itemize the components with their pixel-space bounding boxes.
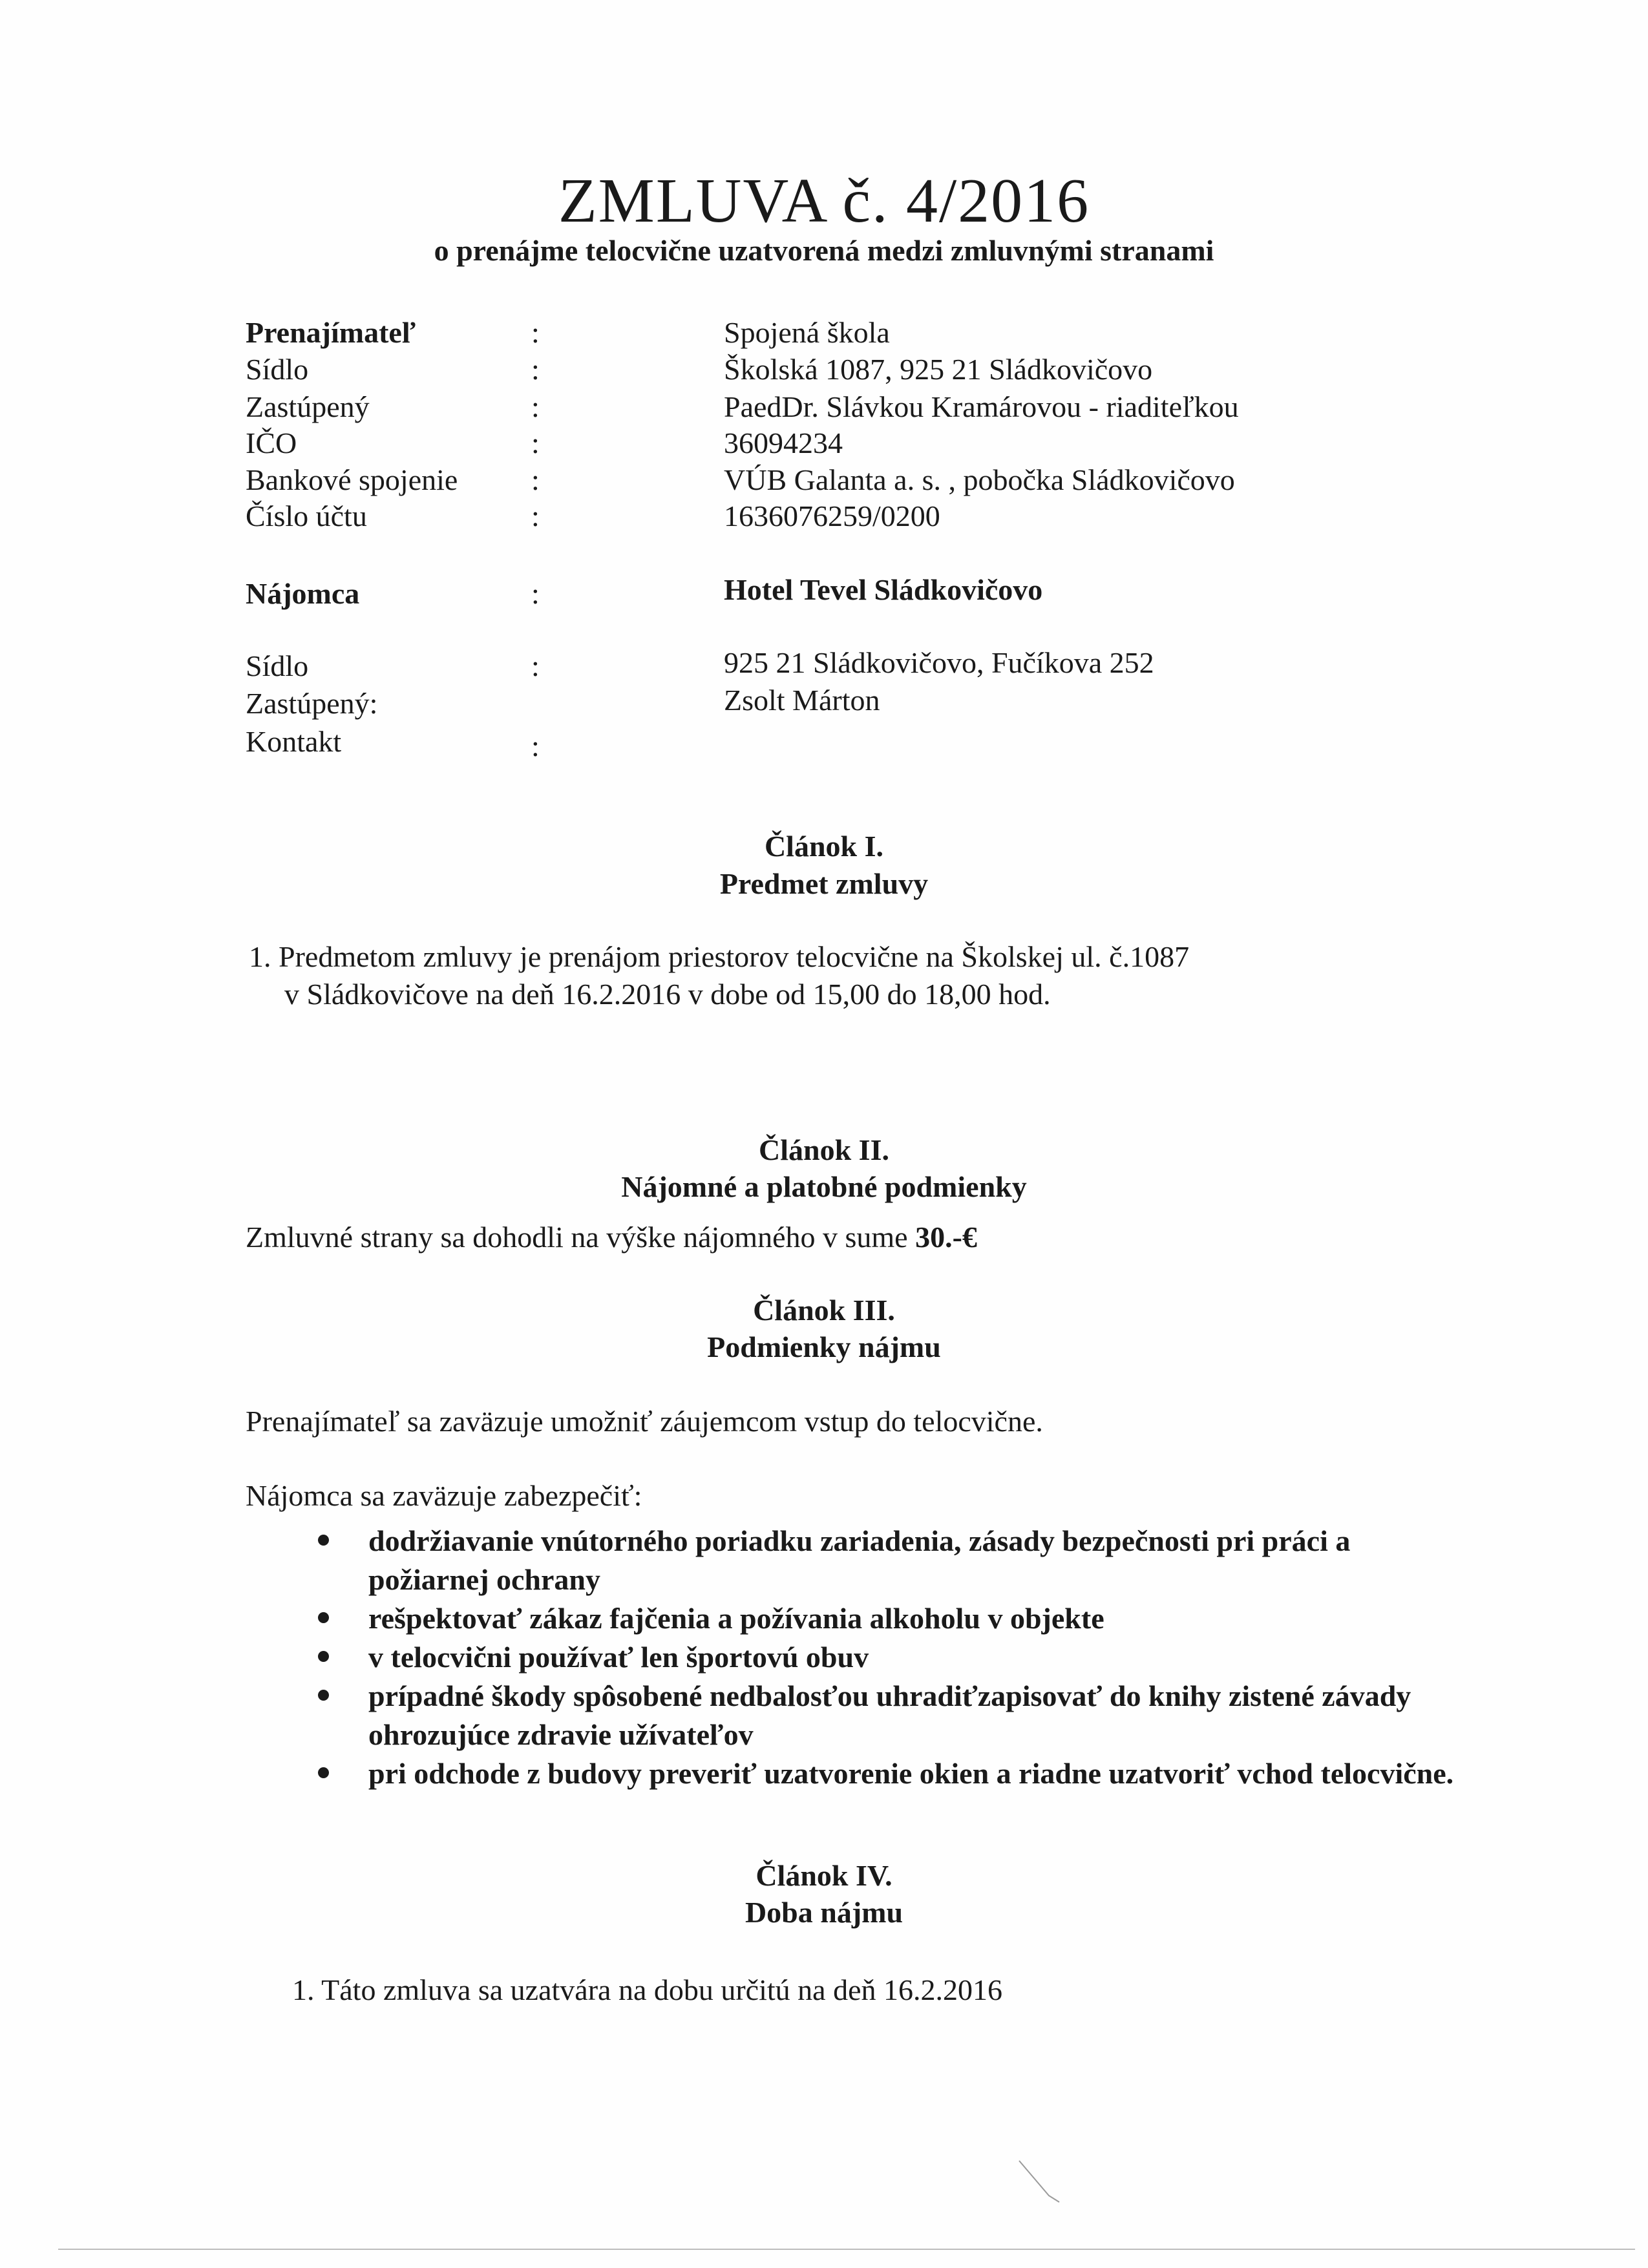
article-3-number: Článok III.	[753, 1294, 895, 1327]
bullet-icon	[318, 1651, 329, 1662]
bullet-icon	[318, 1535, 329, 1546]
list-item	[304, 1638, 1454, 1677]
tenant-seat-value: 925 21 Sládkovičovo, Fučíkova 252	[724, 646, 1154, 679]
article-3-text-tenant: Nájomca sa zaväzuje zabezpečiť:	[246, 1479, 642, 1512]
tenant-contact-colon: :	[531, 730, 540, 762]
tenant-representative-value: Zsolt Márton	[724, 684, 880, 717]
article-3-text-landlord: Prenajímateľ sa zaväzuje umožniť záujemcom vstup do telocvične.	[246, 1405, 1043, 1438]
tenant-label: Nájomca	[246, 577, 360, 610]
article-2-heading: Nájomné a platobné podmienky	[621, 1170, 1027, 1203]
article-1-text-line2: v Sládkovičove na deň 16.2.2016 v dobe od 15,00 do 18,00 hod.	[284, 978, 1051, 1011]
document-subtitle: o prenájme telocvične uzatvorená medzi zmluvnými stranami	[434, 234, 1214, 267]
landlord-colon: :	[531, 316, 540, 349]
rent-amount: 30.-€	[915, 1221, 977, 1254]
landlord-account-label: Číslo účtu	[246, 499, 367, 532]
bullet-icon	[318, 1690, 329, 1701]
article-2-number: Článok II.	[759, 1133, 889, 1166]
list-item	[304, 1677, 1454, 1754]
article-2-text-main: Zmluvné strany sa dohodli na výške nájomného v sume	[246, 1221, 916, 1254]
document-title: ZMLUVA č. 4/2016	[558, 166, 1090, 236]
list-item	[304, 1754, 1454, 1793]
tenant-name: Hotel Tevel Sládkovičovo	[724, 573, 1043, 606]
list-item	[304, 1522, 1454, 1599]
landlord-seat-value: Školská 1087, 925 21 Sládkovičovo	[724, 353, 1153, 386]
tenant-seat-colon: :	[531, 649, 540, 682]
article-4-number: Článok IV.	[755, 1859, 893, 1892]
landlord-ico-label: IČO	[246, 426, 297, 459]
landlord-ico-value: 36094234	[724, 426, 843, 459]
tenant-seat-label: Sídlo	[246, 649, 309, 682]
landlord-label: Prenajímateľ	[246, 316, 416, 349]
landlord-bank-value: VÚB Galanta a. s. , pobočka Sládkovičovo	[724, 463, 1235, 496]
article-1-text-line1: 1. Predmetom zmluvy je prenájom priestorov telocvične na Školskej ul. č.1087	[249, 940, 1190, 973]
bullet-icon	[318, 1612, 329, 1623]
landlord-name: Spojená škola	[724, 316, 890, 349]
scan-edge-line	[58, 2249, 1635, 2250]
article-3-heading: Podmienky nájmu	[707, 1330, 941, 1363]
tenant-obligations-list	[304, 1522, 1454, 1793]
article-4-text: 1. Táto zmluva sa uzatvára na dobu určitú na deň 16.2.2016	[292, 1973, 1002, 2006]
obligation-text: pri odchode z budovy preveriť uzatvorenie okien a riadne uzatvoriť vchod telocvične.	[368, 1757, 1454, 1790]
landlord-seat-label: Sídlo	[246, 353, 309, 386]
article-2-text	[246, 1223, 977, 1252]
landlord-bank-label: Bankové spojenie	[246, 463, 458, 496]
article-4-heading: Doba nájmu	[745, 1896, 903, 1929]
landlord-ico-colon: :	[531, 426, 540, 459]
tenant-contact-label: Kontakt	[246, 725, 342, 758]
landlord-seat-colon: :	[531, 353, 540, 386]
landlord-representative-label: Zastúpený	[246, 390, 370, 423]
landlord-representative-colon: :	[531, 390, 540, 423]
article-1-number: Článok I.	[764, 830, 884, 863]
landlord-account-colon: :	[531, 499, 540, 532]
obligation-text: rešpektovať zákaz fajčenia a požívania alkoholu v objekte	[368, 1602, 1104, 1635]
obligation-text: v telocvični používať len športovú obuv	[368, 1641, 869, 1674]
landlord-representative-value: PaedDr. Slávkou Kramárovou - riaditeľkou	[724, 390, 1239, 423]
bullet-icon	[318, 1767, 329, 1778]
article-1-heading: Predmet zmluvy	[719, 867, 929, 900]
scan-mark-icon	[1018, 2159, 1070, 2211]
tenant-colon: :	[531, 577, 540, 610]
landlord-account-value: 1636076259/0200	[724, 499, 940, 532]
obligation-text: prípadné škody spôsobené nedbalosťou uhradiťzapisovať do knihy zistené závady ohrozujúce zdravie užívateľov	[368, 1679, 1411, 1751]
landlord-bank-colon: :	[531, 463, 540, 496]
obligation-text: dodržiavanie vnútorného poriadku zariadenia, zásady bezpečnosti pri práci a požiarnej ochrany	[368, 1524, 1351, 1596]
list-item	[304, 1599, 1454, 1638]
tenant-representative-label: Zastúpený:	[246, 687, 378, 720]
